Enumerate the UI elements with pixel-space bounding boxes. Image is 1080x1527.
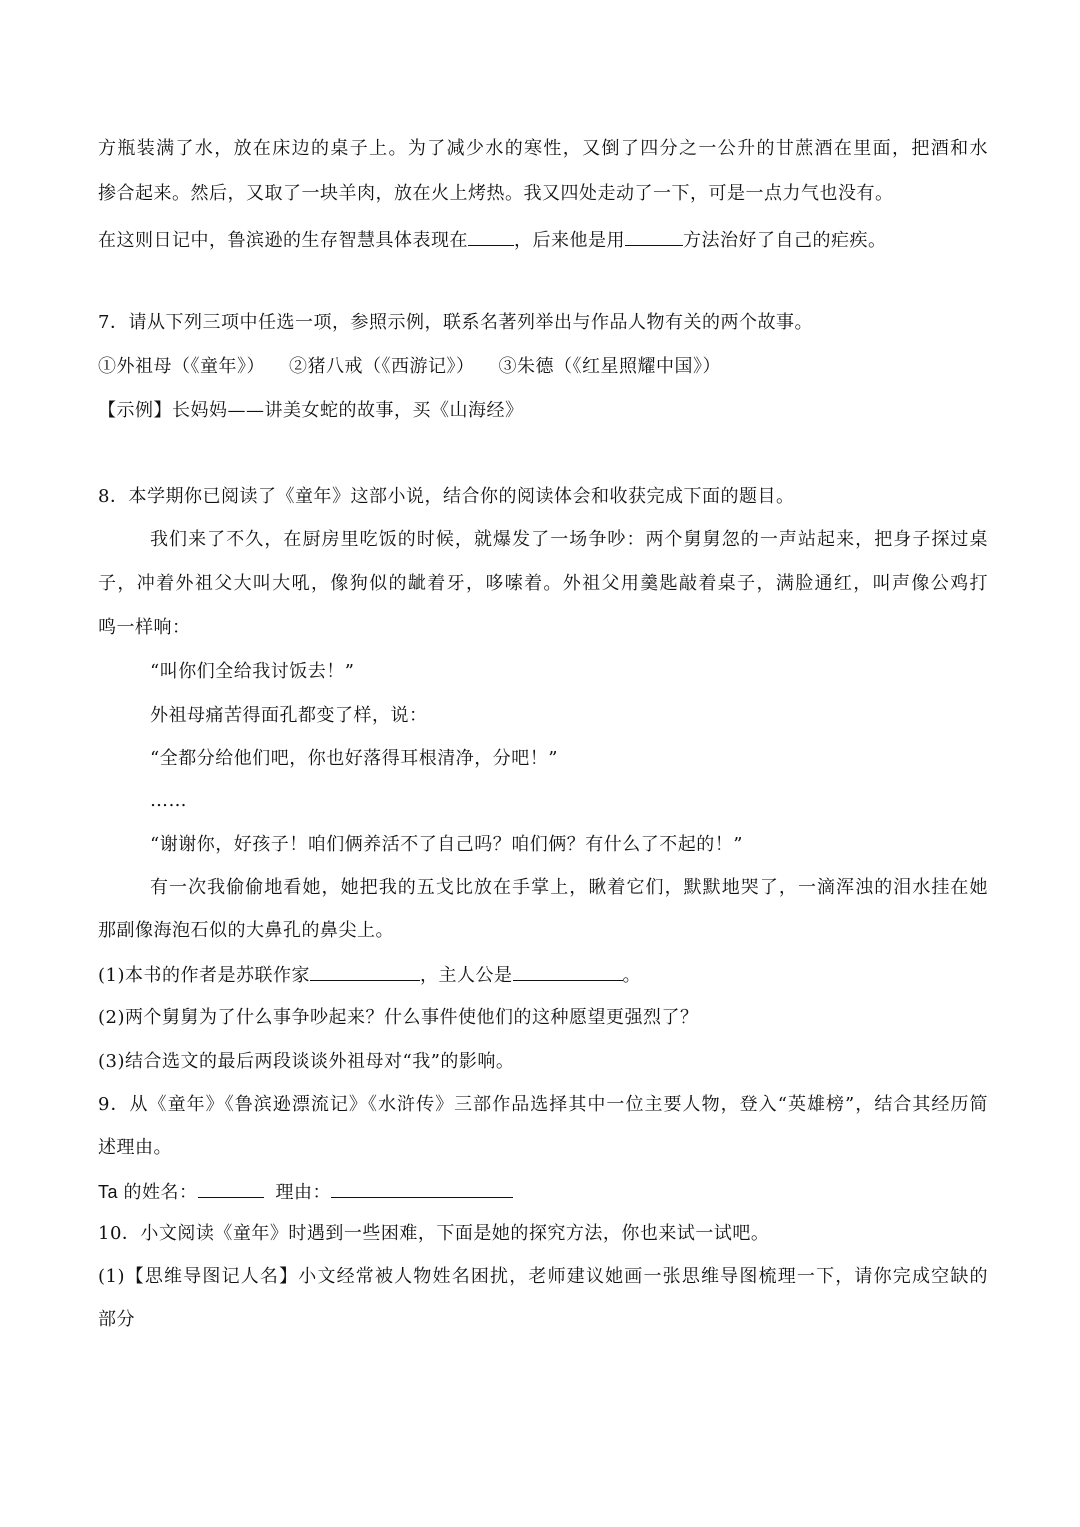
question-8-sub3: (3)结合选文的最后两段谈谈外祖母对“我”的影响。 bbox=[98, 1051, 515, 1072]
passage-line: 我们来了不久，在厨房里吃饭的时候，就爆发了一场争吵：两个舅舅忽的一声站起来，把身子探过桌 bbox=[150, 529, 988, 550]
question-8-sub1 bbox=[98, 962, 988, 988]
sub1-text-pre: (1)本书的作者是苏联作家 bbox=[98, 965, 310, 986]
option-2: ②猪八戒（《西游记》） bbox=[289, 356, 475, 377]
passage-line: 鸣一样响： bbox=[98, 617, 191, 638]
passage-line: 方瓶装满了水，放在床边的桌子上。为了减少水的寒性，又倒了四分之一公升的甘蔗酒在里面，把酒和水 bbox=[98, 138, 988, 159]
answer-blank[interactable] bbox=[468, 227, 514, 246]
answer-blank[interactable] bbox=[513, 962, 623, 981]
sub1-text-mid: ，主人公是 bbox=[420, 965, 513, 986]
question-9-stem: 述理由。 bbox=[98, 1137, 172, 1158]
answer-blank[interactable] bbox=[310, 962, 420, 981]
question-7-options bbox=[98, 355, 988, 379]
passage-line: 那副像海泡石似的大鼻孔的鼻尖上。 bbox=[98, 920, 394, 941]
passage-line: 掺合起来。然后，又取了一块羊肉，放在火上烤热。我又四处走动了一下，可是一点力气也没有。 bbox=[98, 183, 894, 204]
question-10-stem: 10．小文阅读《童年》时遇到一些困难，下面是她的探究方法，你也来试一试吧。 bbox=[98, 1223, 770, 1244]
question-9-answer-row bbox=[98, 1179, 988, 1205]
passage-line: “谢谢你，好孩子！咱们俩养活不了自己吗？咱们俩？有什么了不起的！” bbox=[150, 834, 743, 855]
passage-ellipsis: …… bbox=[150, 790, 187, 811]
question-7-example: 【示例】长妈妈——讲美女蛇的故事，买《山海经》 bbox=[98, 400, 524, 421]
name-label: Ta 的姓名： bbox=[98, 1182, 198, 1202]
name-blank[interactable] bbox=[198, 1179, 264, 1198]
passage-line: “叫你们全给我讨饭去！” bbox=[150, 661, 355, 682]
question-8-stem: 8．本学期你已阅读了《童年》这部小说，结合你的阅读体会和收获完成下面的题目。 bbox=[98, 486, 795, 507]
q6-text-post: 方法治好了自己的疟疾。 bbox=[683, 230, 887, 251]
reason-label: 理由： bbox=[275, 1182, 332, 1203]
question-8-sub2: (2)两个舅舅为了什么事争吵起来？什么事件使他们的这种愿望更强烈了？ bbox=[98, 1007, 699, 1028]
q6-text-pre: 在这则日记中，鲁滨逊的生存智慧具体表现在 bbox=[98, 230, 468, 251]
passage-line: 子，冲着外祖父大叫大吼，像狗似的龇着牙，哆嗦着。外祖父用羹匙敲着桌子，满脸通红，叫声像公鸡打 bbox=[98, 573, 988, 594]
question-9-stem: 9．从《童年》《鲁滨逊漂流记》《水浒传》三部作品选择其中一位主要人物，登入“英雄榜”，结合其经历简 bbox=[98, 1094, 988, 1115]
passage-line: “全都分给他们吧，你也好落得耳根清净，分吧！” bbox=[150, 748, 558, 769]
q6-text-mid: ，后来他是用 bbox=[514, 230, 625, 251]
reason-blank[interactable] bbox=[331, 1179, 513, 1198]
option-1: ①外祖母（《童年》） bbox=[98, 356, 265, 377]
question-6-prompt bbox=[98, 227, 988, 253]
passage-line: 外祖母痛苦得面孔都变了样，说： bbox=[150, 705, 428, 726]
answer-blank[interactable] bbox=[625, 227, 683, 246]
passage-line: 有一次我偷偷地看她，她把我的五戈比放在手掌上，瞅着它们，默默地哭了，一滴浑浊的泪水挂在她 bbox=[150, 877, 988, 898]
sub1-text-post: 。 bbox=[622, 965, 641, 986]
question-7-stem: 7．请从下列三项中任选一项，参照示例，联系名著列举出与作品人物有关的两个故事。 bbox=[98, 312, 813, 333]
question-10-sub1: (1)【思维导图记人名】小文经常被人物姓名困扰，老师建议她画一张思维导图梳理一下，请你完成空缺的 bbox=[98, 1266, 988, 1287]
option-3: ③朱德（《红星照耀中国》） bbox=[498, 356, 721, 377]
question-10-sub1: 部分 bbox=[98, 1309, 135, 1330]
